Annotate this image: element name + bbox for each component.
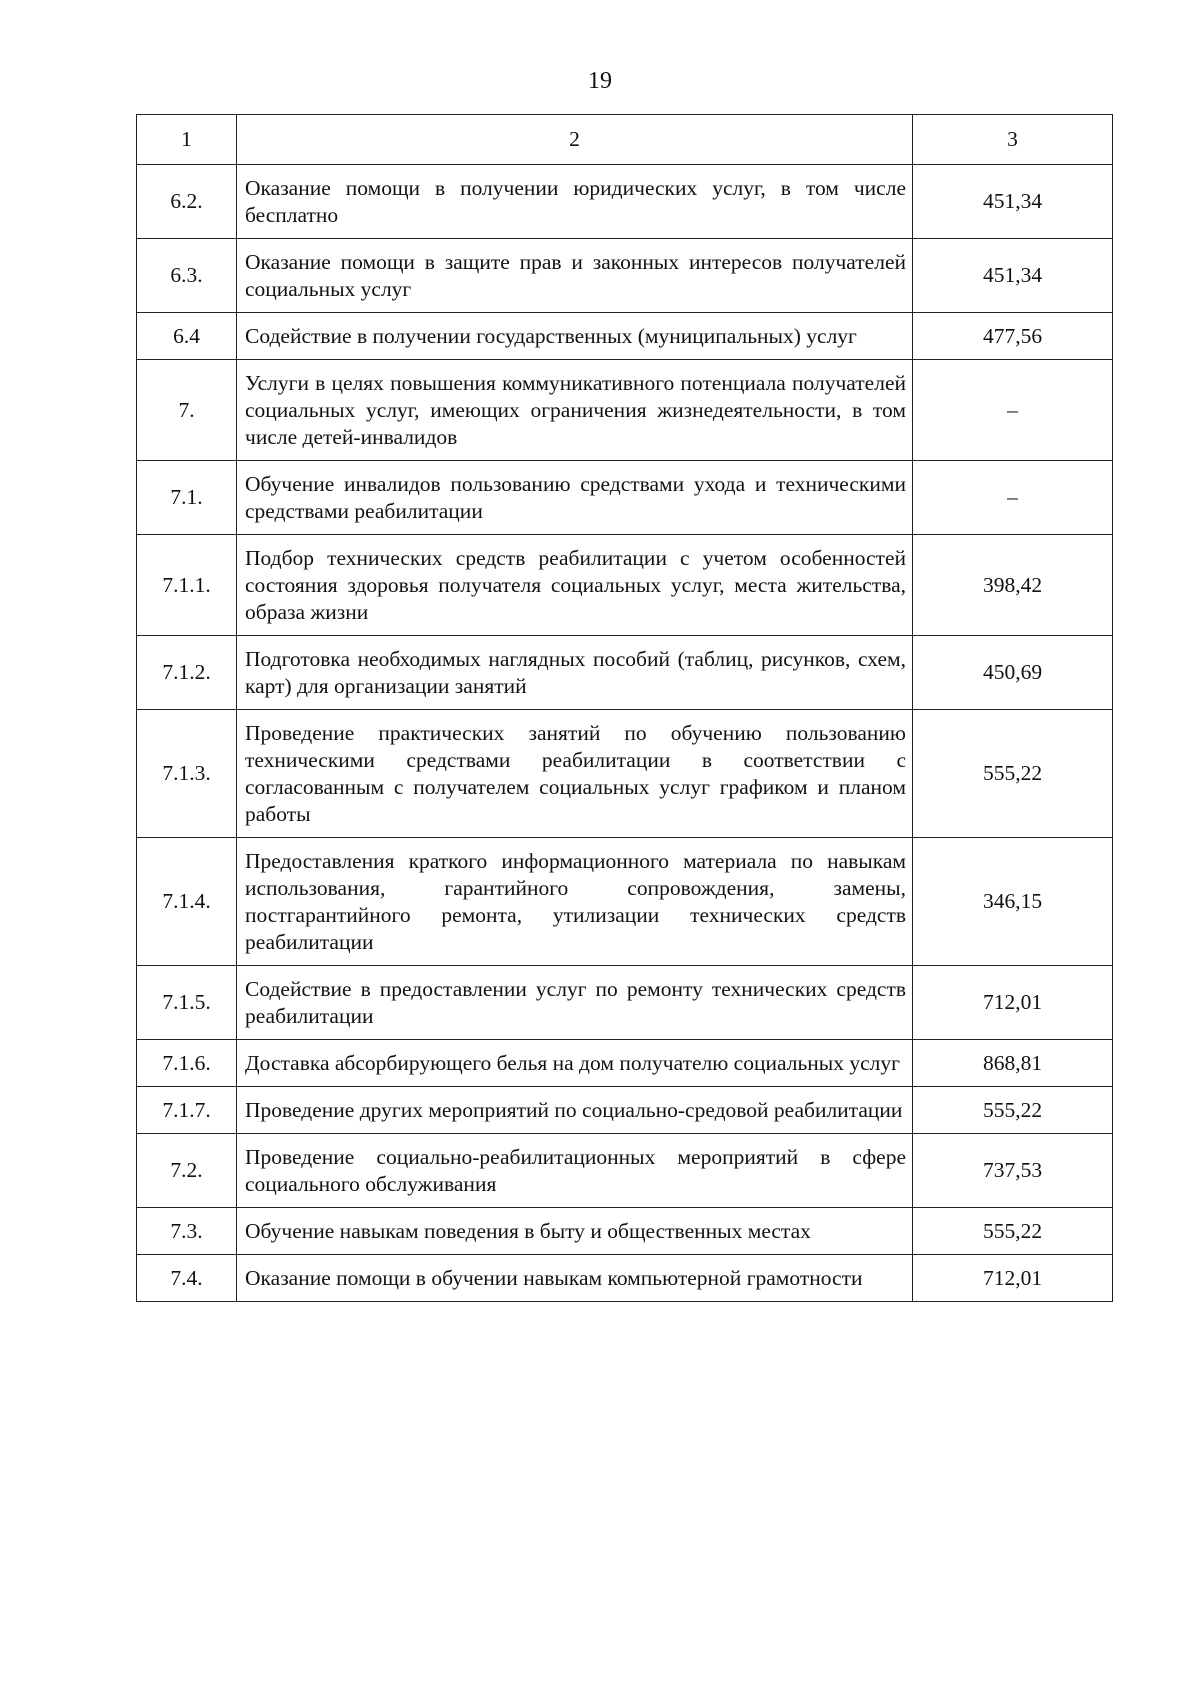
service-price: – (913, 461, 1113, 535)
service-name: Обучение навыкам поведения в быту и общественных местах (237, 1208, 913, 1255)
table-row (137, 710, 1113, 838)
service-price: 868,81 (913, 1040, 1113, 1087)
row-number: 7.1.2. (137, 636, 237, 710)
service-name: Проведение социально-реабилитационных мероприятий в сфере социального обслуживания (237, 1134, 913, 1208)
table-row (137, 966, 1113, 1040)
service-name: Доставка абсорбирующего белья на дом получателю социальных услуг (237, 1040, 913, 1087)
service-price: 737,53 (913, 1134, 1113, 1208)
row-number: 6.3. (137, 239, 237, 313)
header-cell-3: 3 (913, 115, 1113, 165)
service-price: 398,42 (913, 535, 1113, 636)
row-number: 7.4. (137, 1255, 237, 1302)
service-name: Предоставления краткого информационного материала по навыкам использования, гарантийного сопровождения, замены, постгарантийного ремонта, утилизации технических средств реабилитации (237, 838, 913, 966)
table-row (137, 535, 1113, 636)
service-price: 555,22 (913, 1087, 1113, 1134)
table-header-row (137, 115, 1113, 165)
service-name: Подготовка необходимых наглядных пособий (таблиц, рисунков, схем, карт) для организации занятий (237, 636, 913, 710)
services-table (136, 114, 1113, 1302)
service-name: Содействие в предоставлении услуг по ремонту технических средств реабилитации (237, 966, 913, 1040)
table-row (137, 1134, 1113, 1208)
table-row (137, 313, 1113, 360)
page-number: 19 (588, 68, 612, 94)
row-number: 6.4 (137, 313, 237, 360)
row-number: 7.1.5. (137, 966, 237, 1040)
row-number: 7.1. (137, 461, 237, 535)
row-number: 7.2. (137, 1134, 237, 1208)
row-number: 7.1.6. (137, 1040, 237, 1087)
service-price: 451,34 (913, 165, 1113, 239)
table-row (137, 165, 1113, 239)
table-row (137, 360, 1113, 461)
service-price: 555,22 (913, 1208, 1113, 1255)
service-name: Проведение практических занятий по обучению пользованию техническими средствами реабилитации в соответствии с согласованным с получателем социальных услуг графиком и планом работы (237, 710, 913, 838)
table-row (137, 1255, 1113, 1302)
service-price: 477,56 (913, 313, 1113, 360)
header-cell-2: 2 (237, 115, 913, 165)
row-number: 7.1.7. (137, 1087, 237, 1134)
table-row (137, 1208, 1113, 1255)
row-number: 7.1.1. (137, 535, 237, 636)
service-price: 712,01 (913, 966, 1113, 1040)
row-number: 7. (137, 360, 237, 461)
service-name: Содействие в получении государственных (муниципальных) услуг (237, 313, 913, 360)
table-row (137, 636, 1113, 710)
service-price: 451,34 (913, 239, 1113, 313)
table-row (137, 239, 1113, 313)
service-name: Подбор технических средств реабилитации с учетом особенностей состояния здоровья получателя социальных услуг, места жительства, образа жизни (237, 535, 913, 636)
row-number: 6.2. (137, 165, 237, 239)
table-row (137, 1040, 1113, 1087)
service-price: 346,15 (913, 838, 1113, 966)
service-name: Проведение других мероприятий по социально-средовой реабилитации (237, 1087, 913, 1134)
row-number: 7.3. (137, 1208, 237, 1255)
row-number: 7.1.4. (137, 838, 237, 966)
table-row (137, 461, 1113, 535)
service-name: Обучение инвалидов пользованию средствами ухода и техническими средствами реабилитации (237, 461, 913, 535)
service-name: Оказание помощи в обучении навыкам компьютерной грамотности (237, 1255, 913, 1302)
service-price: 555,22 (913, 710, 1113, 838)
service-name: Оказание помощи в получении юридических услуг, в том числе бесплатно (237, 165, 913, 239)
service-name: Оказание помощи в защите прав и законных интересов получателей социальных услуг (237, 239, 913, 313)
table-row (137, 1087, 1113, 1134)
service-price: 450,69 (913, 636, 1113, 710)
table-row (137, 838, 1113, 966)
service-price: 712,01 (913, 1255, 1113, 1302)
row-number: 7.1.3. (137, 710, 237, 838)
service-name: Услуги в целях повышения коммуникативного потенциала получателей социальных услуг, имеющих ограничения жизнедеятельности, в том числе детей-инвалидов (237, 360, 913, 461)
header-cell-1: 1 (137, 115, 237, 165)
service-price: – (913, 360, 1113, 461)
